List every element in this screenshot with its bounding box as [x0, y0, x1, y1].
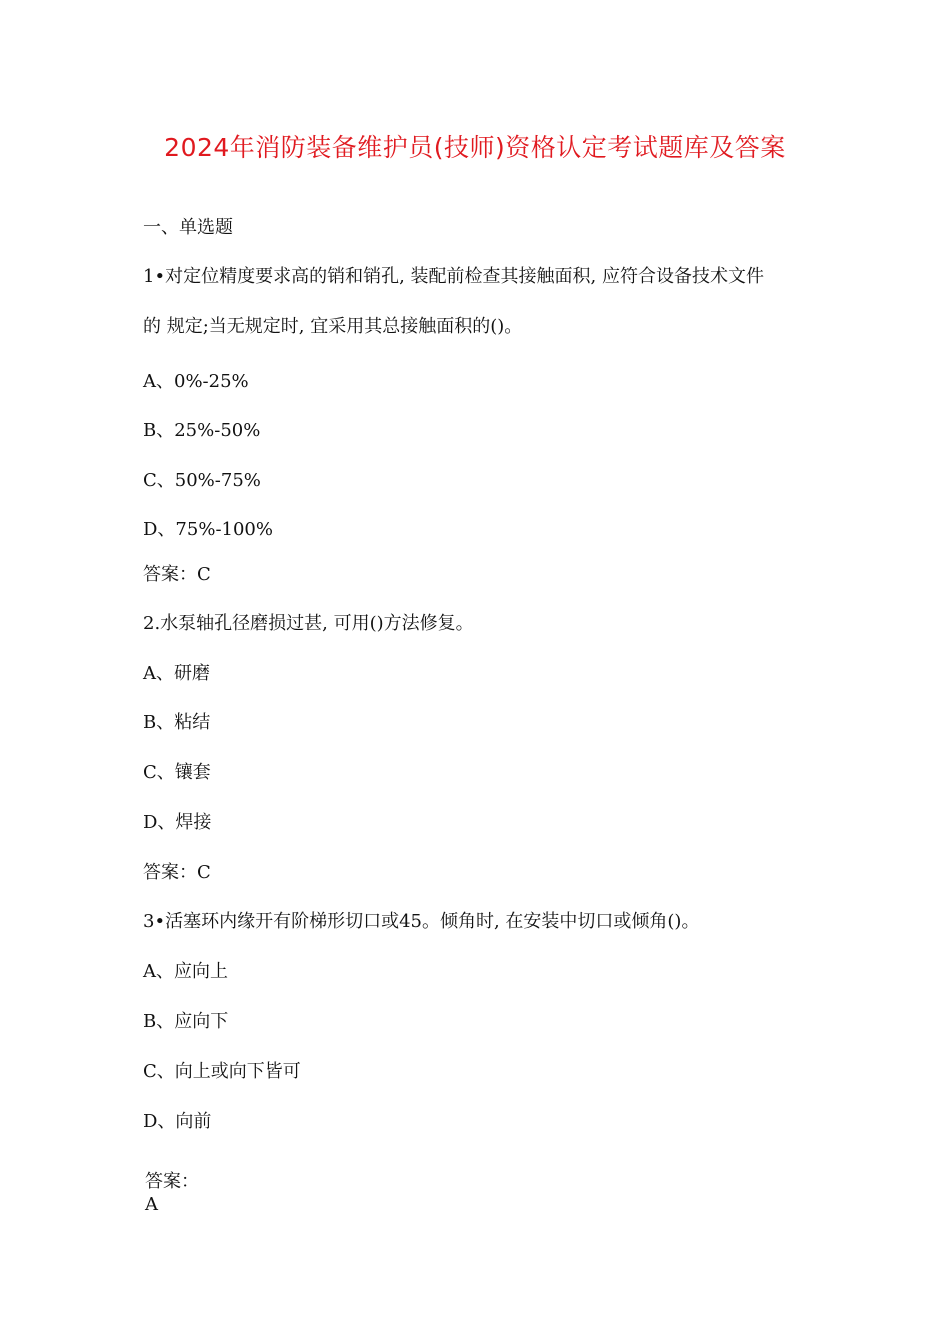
question-2-stem: 2.水泵轴孔径磨损过甚, 可用()方法修复。 — [143, 613, 474, 634]
question-2-answer: 答案：C — [143, 862, 211, 883]
question-1-option-c: C、50%-75% — [143, 470, 261, 491]
question-3-option-c: C、向上或向下皆可 — [143, 1061, 301, 1082]
section-heading: 一、单选题 — [143, 217, 233, 238]
question-1-answer: 答案：C — [143, 564, 211, 585]
question-3-option-b: B、应向下 — [143, 1011, 229, 1032]
question-1-option-a: A、0%-25% — [143, 371, 249, 392]
question-2-option-a: A、研磨 — [143, 663, 210, 684]
question-3-answer-label: 答案： — [145, 1171, 199, 1192]
question-1-option-b: B、25%-50% — [143, 420, 261, 441]
question-1-option-d: D、75%-100% — [143, 519, 273, 540]
question-1-stem-line2: 的 规定;当无规定时, 宜采用其总接触面积的()。 — [143, 316, 523, 337]
question-3-option-d: D、向前 — [143, 1111, 212, 1132]
question-1-stem-line1: 1•对定位精度要求高的销和销孔, 装配前检查其接触面积, 应符合设备技术文件 — [143, 266, 764, 287]
question-2-option-d: D、焊接 — [143, 812, 212, 833]
question-3-option-a: A、应向上 — [143, 961, 228, 982]
document-title: 2024年消防装备维护员(技师)资格认定考试题库及答案 — [164, 133, 786, 162]
question-2-option-c: C、镶套 — [143, 762, 211, 783]
question-3-stem: 3•活塞环内缘开有阶梯形切口或45。倾角时, 在安装中切口或倾角()。 — [143, 911, 700, 932]
question-2-option-b: B、粘结 — [143, 712, 211, 733]
question-3-answer-value: A — [145, 1194, 158, 1215]
